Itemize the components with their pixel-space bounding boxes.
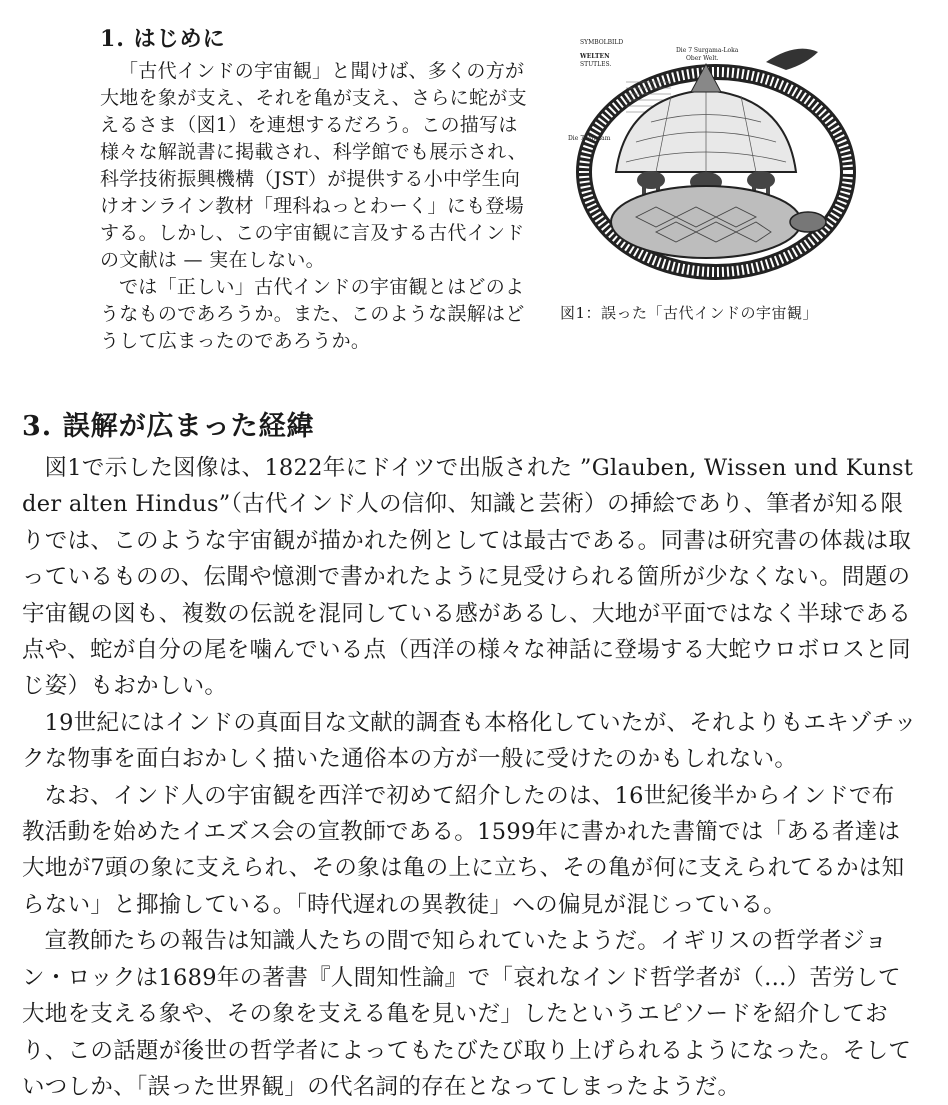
svg-text:Die 7 Surgama-Loka: Die 7 Surgama-Loka — [676, 47, 739, 54]
section-3-paragraph: 宣教師たちの報告は知識人たちの間で知られていたようだ。イギリスの哲学者ジョン・ロックは1689年の著書『人間知性論』で「哀れなインド哲学者が（…）苦労して大地を支える象や、その象を支える亀を見いだ」したというエピソードを紹介しており、この話題が後世の哲学者によってもたびたび取り上げられるようになった。そしていつしか、「誤った世界観」の代名詞的存在となってしまったようだ。 — [22, 928, 912, 1100]
cosmology-engraving-image — [556, 22, 856, 280]
section-3-paragraph: なお、インド人の宇宙観を西洋で初めて紹介したのは、16世紀後半からインドで布教活動を始めたイエズス会の宣教師である。1599年に書かれた書簡では「ある者達は大地が7頭の象に支えられ、その象は亀の上に立ち、その亀が何に支えられてるかは知らない」と揶揄している。「時代遅れの異教徒」への偏見が混じっている。 — [22, 782, 905, 918]
figure-1-illustration — [556, 22, 856, 280]
section-1-heading: 1. はじめに — [100, 26, 226, 52]
section-3-body — [22, 450, 917, 1105]
figure-1-caption: 図1：誤った「古代インドの宇宙観」 — [560, 304, 819, 322]
section-3-paragraph: 19世紀にはインドの真面目な文献的調査も本格化していたが、それよりもエキゾチックな物事を面白おかしく描いた通俗本の方が一般に受けたのかもしれない。 — [22, 709, 917, 773]
section-1-body — [100, 58, 536, 355]
section-1-paragraph: では「正しい」古代インドの宇宙観とはどのようなものであろうか。また、このような誤解はどうして広まったのであろうか。 — [100, 276, 525, 352]
svg-text:STUTLES.: STUTLES. — [580, 61, 612, 68]
section-3-paragraph: 図1で示した図像は、1822年にドイツで出版された ”Glauben, Wissen und Kunst der alten Hindus”（古代インド人の信仰、知識と芸術）の挿絵であり、筆者が知る限りでは、このような宇宙観が描かれた例としては最古である。同書は研究書の体裁は取っているものの、伝聞や憶測で書かれたように見受けられる箇所が少なくない。問題の宇宙観の図も、複数の伝説を混同している感があるし、大地が平面ではなく半球である点や、蛇が自分の尾を噛んでいる点（西洋の様々な神話に登場する大蛇ウロボロスと同じ姿）もおかしい。 — [22, 455, 914, 700]
section-3-heading: 3. 誤解が広まった経緯 — [22, 411, 315, 442]
svg-text:Die 7 Patalam: Die 7 Patalam — [568, 135, 611, 142]
svg-text:WELTEN: WELTEN — [580, 53, 610, 60]
svg-text:SYMBOLBILD: SYMBOLBILD — [580, 39, 624, 46]
section-1-paragraph: 「古代インドの宇宙観」と聞けば、多くの方が大地を象が支え、それを亀が支え、さらに蛇が支えるさま（図1）を連想するだろう。この描写は様々な解説書に掲載され、科学館でも展示され、科学技術振興機構（JST）が提供する小中学生向けオンライン教材「理科ねっとわーく」にも登場する。しかし、この宇宙観に言及する古代インドの文献は — 実在しない。 — [100, 60, 527, 271]
svg-text:Ober Welt.: Ober Welt. — [686, 55, 719, 62]
